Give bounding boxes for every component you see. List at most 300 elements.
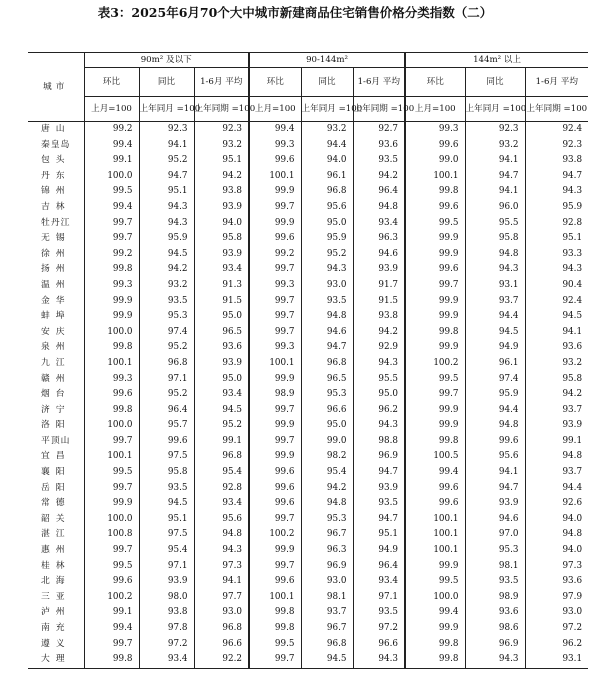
index-value: 94.2 <box>194 169 249 185</box>
base-header: 上年同月 =100 <box>465 97 525 122</box>
index-value: 94.4 <box>465 309 525 325</box>
index-value: 96.2 <box>353 403 405 419</box>
index-value: 96.8 <box>194 621 249 637</box>
subcol-header: 同比 <box>301 68 353 97</box>
index-value: 99.6 <box>405 262 465 278</box>
index-value: 99.6 <box>84 387 139 403</box>
index-value: 99.3 <box>84 278 139 294</box>
index-value: 99.7 <box>84 434 139 450</box>
index-value: 94.5 <box>194 403 249 419</box>
city-name: 济宁 <box>40 404 71 415</box>
index-value: 93.9 <box>194 200 249 216</box>
index-value: 99.5 <box>405 216 465 232</box>
index-value: 94.6 <box>465 512 525 528</box>
index-value: 93.4 <box>194 387 249 403</box>
index-value: 93.5 <box>353 605 405 621</box>
index-value: 92.8 <box>525 216 588 232</box>
index-value: 92.3 <box>465 122 525 138</box>
table-row <box>28 543 588 559</box>
index-value: 91.3 <box>194 278 249 294</box>
index-value: 94.8 <box>301 309 353 325</box>
index-value: 96.8 <box>301 637 353 653</box>
table-row <box>28 605 588 621</box>
index-value: 96.9 <box>301 559 353 575</box>
table-row <box>28 496 588 512</box>
index-value: 97.7 <box>194 590 249 606</box>
table-row <box>28 184 588 200</box>
index-value: 95.2 <box>139 340 194 356</box>
index-value: 95.9 <box>465 387 525 403</box>
table-row <box>28 559 588 575</box>
index-value: 94.8 <box>353 200 405 216</box>
index-value: 93.2 <box>465 138 525 154</box>
index-value: 96.1 <box>465 356 525 372</box>
index-value: 96.5 <box>301 372 353 388</box>
index-value: 95.1 <box>139 512 194 528</box>
city-name: 吉林 <box>40 201 71 212</box>
index-value: 93.9 <box>525 418 588 434</box>
index-value: 97.2 <box>525 621 588 637</box>
index-value: 96.7 <box>301 527 353 543</box>
city-name: 洛阳 <box>40 420 71 431</box>
index-value: 95.4 <box>301 465 353 481</box>
index-value: 94.3 <box>353 652 405 668</box>
index-value: 100.2 <box>84 590 139 606</box>
index-value: 99.4 <box>84 138 139 154</box>
table-row <box>28 418 588 434</box>
city-header: 城市 <box>28 53 84 122</box>
index-value: 92.2 <box>194 652 249 668</box>
index-value: 99.8 <box>249 621 301 637</box>
index-value: 94.1 <box>139 138 194 154</box>
index-value: 94.8 <box>194 527 249 543</box>
index-value: 100.1 <box>84 449 139 465</box>
index-value: 99.3 <box>405 122 465 138</box>
group-header-large: 144m² 以上 <box>405 53 588 68</box>
index-value: 94.3 <box>353 418 405 434</box>
city-name: 三亚 <box>40 591 71 602</box>
table-row <box>28 294 588 310</box>
index-value: 100.0 <box>405 590 465 606</box>
index-value: 94.8 <box>465 418 525 434</box>
index-value: 93.0 <box>525 605 588 621</box>
index-value: 95.2 <box>139 153 194 169</box>
index-value: 95.0 <box>301 418 353 434</box>
index-value: 93.1 <box>525 652 588 668</box>
index-value: 99.7 <box>249 512 301 528</box>
index-value: 99.9 <box>84 294 139 310</box>
index-value: 94.8 <box>525 449 588 465</box>
table-row <box>28 465 588 481</box>
index-value: 99.9 <box>249 372 301 388</box>
index-value: 99.6 <box>249 153 301 169</box>
index-value: 95.0 <box>301 216 353 232</box>
index-value: 95.1 <box>525 231 588 247</box>
base-header: 上年同期 =100 <box>525 97 588 122</box>
city-name: 秦皇岛 <box>41 139 71 150</box>
index-value: 93.7 <box>525 465 588 481</box>
index-value: 95.3 <box>301 512 353 528</box>
index-value: 100.0 <box>84 418 139 434</box>
index-value: 93.5 <box>301 294 353 310</box>
index-value: 99.6 <box>405 138 465 154</box>
index-value: 94.3 <box>301 262 353 278</box>
index-value: 98.1 <box>465 559 525 575</box>
index-value: 99.9 <box>405 294 465 310</box>
index-value: 92.3 <box>194 122 249 138</box>
index-value: 94.7 <box>353 465 405 481</box>
index-value: 99.7 <box>249 200 301 216</box>
index-value: 97.5 <box>139 449 194 465</box>
index-value: 99.6 <box>139 434 194 450</box>
index-value: 94.5 <box>525 309 588 325</box>
base-header: 上年同月 =100 <box>139 97 194 122</box>
index-value: 97.3 <box>194 559 249 575</box>
base-header: 上年同期 =100 <box>353 97 405 122</box>
index-value: 96.8 <box>301 184 353 200</box>
index-value: 92.9 <box>353 340 405 356</box>
index-value: 96.7 <box>301 621 353 637</box>
index-value: 94.6 <box>353 247 405 263</box>
index-value: 99.9 <box>249 543 301 559</box>
city-name: 南充 <box>40 623 71 633</box>
subcol-header: 同比 <box>139 68 194 97</box>
index-value: 94.6 <box>301 325 353 341</box>
price-index-table <box>28 52 588 669</box>
index-value: 99.8 <box>84 340 139 356</box>
index-value: 97.2 <box>139 637 194 653</box>
index-value: 92.8 <box>194 481 249 497</box>
index-value: 94.1 <box>465 153 525 169</box>
city-name: 赣州 <box>40 373 71 384</box>
table-row <box>28 621 588 637</box>
index-value: 95.0 <box>353 387 405 403</box>
index-value: 100.1 <box>405 169 465 185</box>
table-row <box>28 340 588 356</box>
index-value: 93.5 <box>465 574 525 590</box>
index-value: 95.0 <box>194 372 249 388</box>
index-value: 100.1 <box>405 512 465 528</box>
table-row <box>28 637 588 653</box>
index-value: 99.8 <box>84 403 139 419</box>
index-value: 100.2 <box>405 356 465 372</box>
index-value: 99.9 <box>405 403 465 419</box>
index-value: 93.8 <box>353 309 405 325</box>
city-name: 徐州 <box>40 248 71 259</box>
table-row <box>28 434 588 450</box>
index-value: 93.5 <box>139 481 194 497</box>
index-value: 99.0 <box>405 153 465 169</box>
index-value: 94.9 <box>353 543 405 559</box>
index-value: 95.0 <box>194 309 249 325</box>
index-value: 94.7 <box>301 340 353 356</box>
index-value: 93.9 <box>139 574 194 590</box>
table-row <box>28 527 588 543</box>
index-value: 93.4 <box>194 262 249 278</box>
index-value: 99.6 <box>84 574 139 590</box>
index-value: 93.6 <box>353 138 405 154</box>
index-value: 99.6 <box>405 200 465 216</box>
city-name: 韶关 <box>40 513 71 524</box>
city-name: 泉州 <box>40 342 71 353</box>
index-value: 93.9 <box>194 356 249 372</box>
index-value: 94.3 <box>194 543 249 559</box>
index-value: 99.7 <box>249 434 301 450</box>
index-value: 94.3 <box>139 200 194 216</box>
index-value: 94.2 <box>353 169 405 185</box>
index-value: 99.6 <box>249 465 301 481</box>
index-value: 95.1 <box>194 153 249 169</box>
city-name: 锦州 <box>40 186 71 197</box>
index-value: 100.1 <box>405 543 465 559</box>
index-value: 95.1 <box>353 527 405 543</box>
index-value: 93.2 <box>194 138 249 154</box>
index-value: 95.5 <box>465 216 525 232</box>
index-value: 93.5 <box>139 294 194 310</box>
table-row <box>28 247 588 263</box>
index-value: 92.4 <box>525 122 588 138</box>
index-value: 96.1 <box>301 169 353 185</box>
table-row <box>28 278 588 294</box>
index-value: 94.5 <box>301 652 353 668</box>
city-name: 安庆 <box>40 326 71 337</box>
table-row <box>28 169 588 185</box>
table-row <box>28 372 588 388</box>
index-value: 92.4 <box>525 294 588 310</box>
base-header: 上月=100 <box>84 97 139 122</box>
index-value: 98.6 <box>465 621 525 637</box>
index-value: 93.0 <box>301 574 353 590</box>
index-value: 99.8 <box>84 652 139 668</box>
table-row <box>28 200 588 216</box>
index-value: 99.8 <box>405 325 465 341</box>
index-value: 94.8 <box>465 247 525 263</box>
table-row <box>28 403 588 419</box>
index-value: 99.2 <box>249 247 301 263</box>
index-value: 99.9 <box>249 449 301 465</box>
index-value: 93.0 <box>194 605 249 621</box>
index-value: 93.1 <box>465 278 525 294</box>
index-value: 99.2 <box>84 122 139 138</box>
index-value: 99.6 <box>249 574 301 590</box>
index-value: 96.4 <box>353 559 405 575</box>
index-value: 99.7 <box>249 559 301 575</box>
subcol-header: 环比 <box>249 68 301 97</box>
index-value: 95.4 <box>139 543 194 559</box>
index-value: 96.9 <box>353 449 405 465</box>
index-value: 93.8 <box>139 605 194 621</box>
index-value: 99.6 <box>249 231 301 247</box>
index-value: 99.3 <box>249 278 301 294</box>
index-value: 99.8 <box>405 637 465 653</box>
index-value: 99.4 <box>405 465 465 481</box>
index-value: 96.8 <box>301 356 353 372</box>
index-value: 94.7 <box>139 169 194 185</box>
index-value: 93.5 <box>353 153 405 169</box>
index-value: 95.8 <box>194 231 249 247</box>
index-value: 98.9 <box>465 590 525 606</box>
index-value: 95.8 <box>525 372 588 388</box>
index-value: 93.5 <box>353 496 405 512</box>
index-value: 99.1 <box>194 434 249 450</box>
index-value: 99.9 <box>405 231 465 247</box>
index-value: 98.8 <box>353 434 405 450</box>
city-name: 遵义 <box>40 638 71 649</box>
index-value: 97.0 <box>465 527 525 543</box>
city-name: 蚌埠 <box>40 311 71 322</box>
index-value: 99.5 <box>84 559 139 575</box>
index-value: 99.8 <box>249 605 301 621</box>
index-value: 99.6 <box>249 496 301 512</box>
index-value: 95.1 <box>139 184 194 200</box>
index-value: 99.7 <box>405 387 465 403</box>
table-row <box>28 449 588 465</box>
city-name: 岳阳 <box>40 482 71 493</box>
index-value: 95.6 <box>465 449 525 465</box>
index-value: 94.4 <box>465 403 525 419</box>
index-value: 93.2 <box>525 356 588 372</box>
index-value: 99.7 <box>249 325 301 341</box>
index-value: 91.5 <box>194 294 249 310</box>
index-value: 99.5 <box>405 372 465 388</box>
city-name: 北海 <box>40 576 71 587</box>
index-value: 93.6 <box>525 340 588 356</box>
index-value: 99.9 <box>84 496 139 512</box>
index-value: 95.3 <box>301 387 353 403</box>
table-row <box>28 590 588 606</box>
index-value: 94.0 <box>194 216 249 232</box>
index-value: 95.8 <box>139 465 194 481</box>
index-value: 94.0 <box>525 543 588 559</box>
index-value: 98.0 <box>139 590 194 606</box>
index-value: 99.7 <box>84 481 139 497</box>
subcol-header: 1-6月 平均 <box>194 68 249 97</box>
index-value: 93.9 <box>465 496 525 512</box>
index-value: 95.4 <box>194 465 249 481</box>
index-value: 99.6 <box>405 481 465 497</box>
index-value: 99.4 <box>84 200 139 216</box>
index-value: 94.9 <box>465 340 525 356</box>
index-value: 95.5 <box>353 372 405 388</box>
index-value: 96.5 <box>194 325 249 341</box>
index-value: 95.2 <box>139 387 194 403</box>
city-name: 平顶山 <box>41 435 71 446</box>
index-value: 99.6 <box>249 481 301 497</box>
index-value: 99.9 <box>249 418 301 434</box>
index-value: 94.2 <box>525 387 588 403</box>
index-value: 95.2 <box>194 418 249 434</box>
index-value: 93.6 <box>465 605 525 621</box>
index-value: 94.1 <box>525 325 588 341</box>
city-name: 惠州 <box>40 545 71 556</box>
index-value: 94.5 <box>465 325 525 341</box>
index-value: 99.6 <box>405 496 465 512</box>
index-value: 100.1 <box>249 590 301 606</box>
index-value: 97.4 <box>465 372 525 388</box>
index-value: 99.1 <box>525 434 588 450</box>
index-value: 94.3 <box>525 184 588 200</box>
index-value: 92.3 <box>139 122 194 138</box>
index-value: 91.7 <box>353 278 405 294</box>
index-value: 96.9 <box>465 637 525 653</box>
city-name: 无锡 <box>40 233 71 244</box>
index-value: 99.5 <box>84 184 139 200</box>
index-value: 96.4 <box>139 403 194 419</box>
index-value: 99.4 <box>249 122 301 138</box>
table-row <box>28 216 588 232</box>
index-value: 99.5 <box>84 465 139 481</box>
subcol-header: 1-6月 平均 <box>525 68 588 97</box>
index-value: 94.1 <box>194 574 249 590</box>
index-value: 93.8 <box>525 153 588 169</box>
city-name: 桂林 <box>40 560 71 571</box>
city-name: 金华 <box>40 295 71 306</box>
index-value: 99.0 <box>301 434 353 450</box>
table-title: 表3：2025年6月70个大中城市新建商品住宅销售价格分类指数（二） <box>97 5 493 20</box>
index-value: 93.2 <box>139 278 194 294</box>
index-value: 95.7 <box>139 418 194 434</box>
index-value: 100.1 <box>405 527 465 543</box>
index-value: 92.6 <box>525 496 588 512</box>
index-value: 93.9 <box>353 262 405 278</box>
table-row <box>28 387 588 403</box>
index-value: 99.1 <box>84 605 139 621</box>
index-value: 99.9 <box>84 309 139 325</box>
index-value: 93.9 <box>194 247 249 263</box>
index-value: 95.9 <box>525 200 588 216</box>
index-value: 99.8 <box>405 652 465 668</box>
table-row <box>28 138 588 154</box>
index-value: 99.8 <box>405 184 465 200</box>
city-name: 襄阳 <box>40 467 71 478</box>
index-value: 99.5 <box>249 637 301 653</box>
index-value: 93.7 <box>301 605 353 621</box>
index-value: 94.1 <box>465 184 525 200</box>
index-value: 99.4 <box>84 621 139 637</box>
table-row <box>28 574 588 590</box>
index-value: 99.7 <box>405 278 465 294</box>
index-value: 97.1 <box>139 372 194 388</box>
index-value: 95.3 <box>139 309 194 325</box>
index-value: 99.7 <box>249 294 301 310</box>
index-value: 94.0 <box>525 512 588 528</box>
index-value: 96.6 <box>301 403 353 419</box>
index-value: 94.7 <box>465 169 525 185</box>
index-value: 93.4 <box>353 574 405 590</box>
index-value: 94.7 <box>353 512 405 528</box>
index-value: 93.4 <box>353 216 405 232</box>
index-value: 98.2 <box>301 449 353 465</box>
subcol-header: 同比 <box>465 68 525 97</box>
city-name: 常德 <box>40 498 71 509</box>
table-row <box>28 153 588 169</box>
index-value: 96.8 <box>194 449 249 465</box>
index-value: 94.4 <box>525 481 588 497</box>
index-value: 99.8 <box>405 434 465 450</box>
index-value: 90.4 <box>525 278 588 294</box>
city-name: 牡丹江 <box>41 217 71 228</box>
city-name: 包头 <box>40 155 71 166</box>
index-value: 99.7 <box>249 652 301 668</box>
index-value: 95.6 <box>194 512 249 528</box>
index-value: 93.0 <box>301 278 353 294</box>
index-value: 94.8 <box>525 527 588 543</box>
index-value: 97.4 <box>139 325 194 341</box>
index-value: 99.1 <box>84 153 139 169</box>
city-name: 泸州 <box>40 607 71 618</box>
index-value: 94.3 <box>465 262 525 278</box>
table-row <box>28 231 588 247</box>
